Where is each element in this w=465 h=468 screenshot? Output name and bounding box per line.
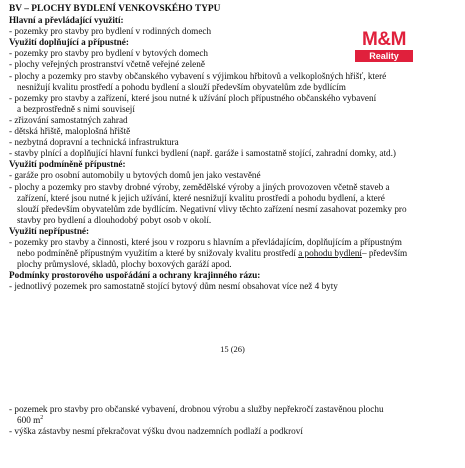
spatial-condition-item: - pozemek pro stavby pro občanské vybavení, drobnou výrobu a služby nepřekročí zastavěnou plochu <box>9 404 384 414</box>
complementary-item: - stavby plnící a doplňující hlavní funkci bydlení (např. garáže i samostatně stojící, zahradní domky, atd.) <box>9 148 396 159</box>
complementary-item: - dětská hřiště, maloplošná hřiště <box>9 126 131 137</box>
prohibited-item: - pozemky pro stavby a činnosti, které jsou v rozporu s hlavním a převládajícím, doplňujícím a přípustným <box>9 236 402 247</box>
logo-wordmark: M&M <box>362 29 406 50</box>
complementary-item: - plochy a pozemky pro stavby občanského vybavení s výjimkou hřbitovů a velkoplošných hřišť, které <box>9 70 387 81</box>
conditional-item: - garáže pro osobní automobily u bytových domů jen jako vestavěné <box>9 170 261 181</box>
prohibited-item-cont <box>9 248 461 259</box>
heading-main-use: Hlavní a převládající využití: <box>9 15 124 26</box>
heading-complementary-use: Využití doplňující a přípustné: <box>9 37 129 48</box>
prohibited-text: nebo podmíněně přípustným využitím a které by snižovaly kvalitu prostředí <box>17 248 299 259</box>
complementary-item: - zřizování samostatných zahrad <box>9 114 128 125</box>
main-use-item: - pozemky pro stavby pro bydlení v rodinných domech <box>9 26 212 37</box>
brand-logo <box>355 30 413 64</box>
complementary-item-cont: a bezprostředně s nimi souvisejí <box>17 103 135 114</box>
spatial-condition-item: - výška zástavby nesmí překračovat výšku dvou nadzemních podlaží a podkroví <box>9 426 303 437</box>
complementary-item: - nezbytná dopravní a technická infrastruktura <box>9 137 179 148</box>
next-page-body <box>9 404 461 437</box>
logo-subtitle: Reality <box>355 50 413 62</box>
prohibited-underlined-text: a pohodu bydlení <box>298 248 362 259</box>
area-value: 600 m <box>17 415 41 426</box>
complementary-item: - pozemky pro stavby pro bydlení v bytových domech <box>9 48 209 59</box>
heading-conditional-use: Využití podmíněně přípustné: <box>9 159 126 170</box>
heading-spatial-conditions: Podmínky prostorového uspořádání a ochrany krajinného rázu: <box>9 270 261 281</box>
complementary-item: - plochy veřejných prostranství včetně veřejné zeleně <box>9 59 205 70</box>
area-unit-exponent: 2 <box>40 415 44 422</box>
page-number: 15 (26) <box>220 344 245 354</box>
conditional-item-cont: zařízení, které jsou nutné k jejich užívání, které nesnižují kvalitu prostředí a pohodu bydlení, a které <box>17 192 385 203</box>
section-title: BV – PLOCHY BYDLENÍ VENKOVSKÉHO TYPU <box>9 4 221 14</box>
spatial-condition-item-cont <box>9 415 461 426</box>
prohibited-item-cont: plochy průmyslové, skladů, plochy boxových garáží apod. <box>17 259 232 270</box>
spatial-condition-item: - jednotlivý pozemek pro samostatně stojící bytový dům nesmí obsahovat více než 4 byty <box>9 281 338 292</box>
prohibited-text-end: – především <box>361 248 408 259</box>
complementary-item-cont: nesnižují kvalitu prostředí a pohodu bydlení a slouží především obyvatelům zde bydlícím <box>17 81 346 92</box>
conditional-item-cont: stavby pro bydlení a dlouhodobý pobyt osob v okolí. <box>17 214 212 225</box>
heading-prohibited-use: Využití nepřípustné: <box>9 225 90 236</box>
conditional-item: - plochy a pozemky pro stavby drobné výroby, zemědělské výroby a jiných provozoven včetně staveb a <box>9 181 390 192</box>
conditional-item-cont: slouží především obyvatelům zde bydlícím. Negativní vlivy těchto zařízení nesmí zasahovat pozemky pro <box>17 203 407 214</box>
complementary-item: - pozemky pro stavby a zařízení, které jsou nutné k užívání ploch přípustného občanského vybavení <box>9 92 377 103</box>
